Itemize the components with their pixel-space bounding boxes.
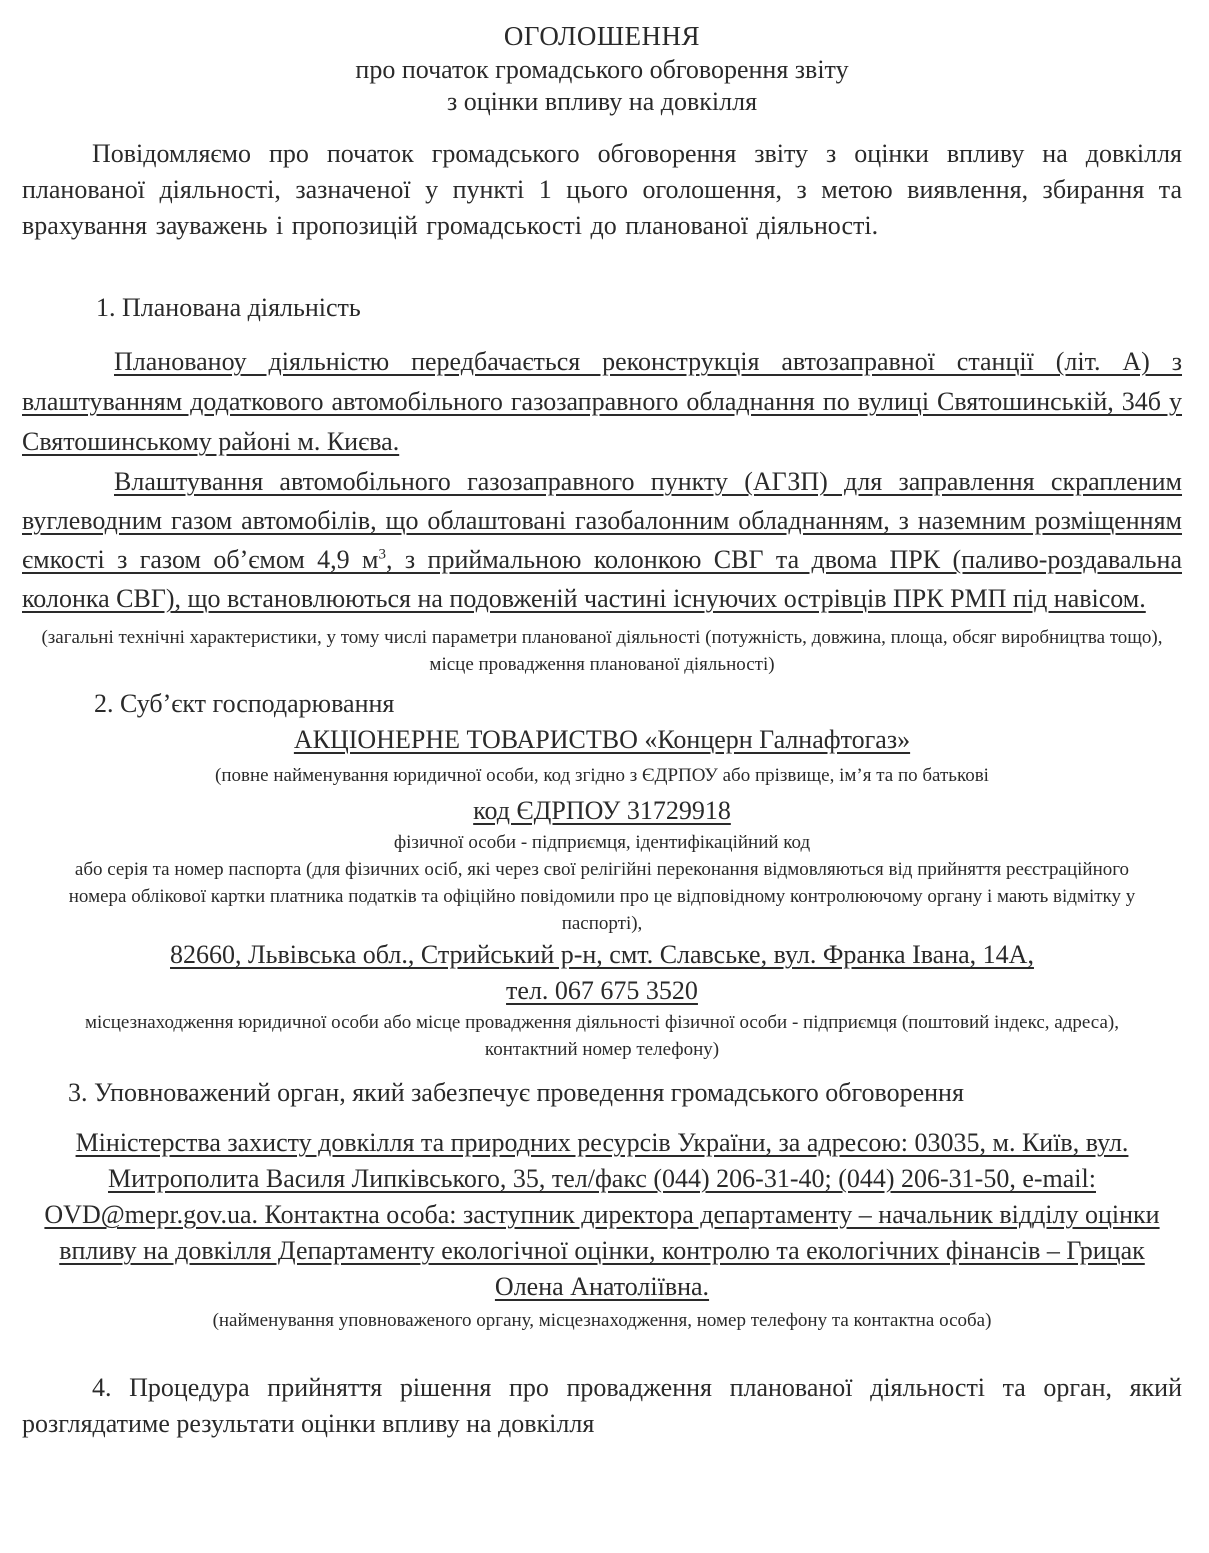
section1-details-superscript: 3: [378, 546, 387, 563]
company-name: АКЦІОНЕРНЕ ТОВАРИСТВО «Концерн Галнафтогаз»: [293, 725, 911, 754]
section2-note-passport: або серія та номер паспорта (для фізичних осіб, які через свої релігійні переконання відмовляються від прийняття реєстраційного номера облікової картки платника податків та офіційно повідомили про це відповідному контролюючому органу і мають відмітку у паспорті),: [68, 859, 1136, 934]
announcement-document: [22, 18, 1182, 1442]
section2-note-location: місцезнаходження юридичної особи або місце провадження діяльності фізичної особи - підприємця (поштовий індекс, адреса), контактний номер телефону): [85, 1012, 1119, 1060]
section4-heading: 4. Процедура прийняття рішення про провадження планованої діяльності та орган, який розглядатиме результати оцінки впливу на довкілля: [22, 1373, 1182, 1438]
section2-note-name: (повне найменування юридичної особи, код згідно з ЄДРПОУ або прізвище, ім’я та по батькові: [215, 765, 989, 786]
company-phone: тел. 067 675 3520: [506, 976, 698, 1005]
section2-heading: 2. Суб’єкт господарювання: [94, 689, 395, 718]
company-address: 82660, Львівська обл., Стрийський р-н, смт. Славське, вул. Франка Івана, 14А,: [170, 940, 1034, 969]
intro-paragraph: Повідомляємо про початок громадського обговорення звіту з оцінки впливу на довкілля планованої діяльності, зазначеної у пункті 1 цього оголошення, з метою виявлення, збирання та врахування зауважень і пропозицій громадськості до планованої діяльності.: [22, 139, 1182, 240]
section1-note: (загальні технічні характеристики, у тому числі параметри планованої діяльності (потужність, довжина, площа, обсяг виробництва тощо), місце провадження планованої діяльності): [41, 627, 1163, 675]
section1-details-text-end: , з приймальною колонкою СВГ та двома ПРК (паливо-роздавальна колонка СВГ), що встановлюються на подовженій частині існуючих острівців ПРК РМП під навісом.: [22, 545, 1182, 613]
section3-heading: 3. Уповноважений орган, який забезпечує проведення громадського обговорення: [68, 1078, 964, 1107]
section1-gas-station-details: [22, 462, 1182, 618]
company-edrpou-code: код ЄДРПОУ 31729918: [473, 796, 731, 825]
document-subtitle-line2: з оцінки впливу на довкілля: [446, 87, 758, 116]
section1-heading: 1. Планована діяльність: [96, 293, 361, 322]
authority-details: Міністерства захисту довкілля та природних ресурсів України, за адресою: 03035, м. Київ, вул. Митрополита Василя Липківського, 35, тел/факс (044) 206-31-40; (044) 206-31-50, e-mail: OVD@mepr.gov.ua. Контактна особа: заступник директора департаменту – начальник відділу оцінки впливу на довкілля Департаменту екологічної оцінки, контролю та екологічних фінансів – Грицак Олена Анатоліївна.: [44, 1128, 1160, 1301]
section3-note: (найменування уповноваженого органу, місцезнаходження, номер телефону та контактна особа): [212, 1310, 992, 1331]
document-title: ОГОЛОШЕННЯ: [503, 21, 701, 51]
document-subtitle-line1: про початок громадського обговорення звіту: [355, 55, 849, 84]
section1-details-text: Влаштування автомобільного газозаправного пункту (АГЗП) для заправлення скрапленим вуглеводним газом автомобілів, що облаштовані газобалонним обладнанням, з наземним розміщенням ємкості з газом об’ємом 4,9 м: [22, 467, 1182, 574]
section1-activity-description: Планованоу діяльністю передбачається реконструкція автозаправної станції (літ. А) з влаштуванням додаткового автомобільного газозаправного обладнання по вулиці Святошинській, 34б у Святошинському районі м. Києва.: [22, 347, 1182, 456]
section2-note-individual: фізичної особи - підприємця, ідентифікаційний код: [393, 832, 811, 853]
